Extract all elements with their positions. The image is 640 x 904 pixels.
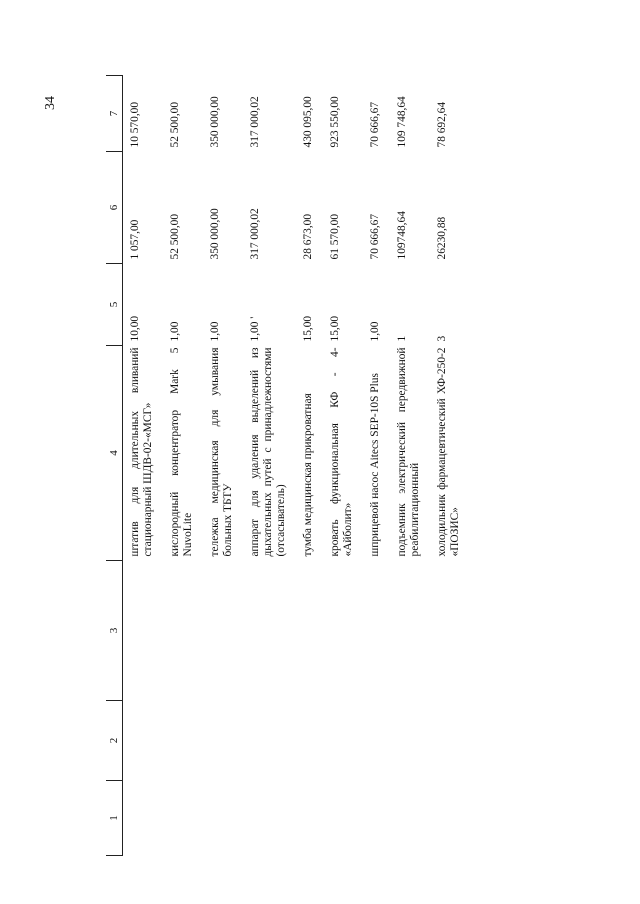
cell-col1 [323,781,363,856]
item-quantity: 1,00 ' [249,316,261,342]
cell-col2 [203,701,243,781]
cell-col2 [390,701,430,781]
item-name: штатив для длительных вливаний стационарный ШДВ-02-«МСГ» [129,347,154,557]
item-quantity: 3 [436,335,448,342]
item-total: 10 570,00 [129,101,141,148]
item-quantity: 15,00 [329,315,341,342]
item-unit-price: 350 000,00 [209,208,221,260]
item-quantity: 10,00 [129,315,141,342]
item-total: 78 692,64 [436,101,448,148]
item-unit-price: 26230,88 [436,216,448,260]
item-quantity: 1 [396,335,408,342]
cell-col3 [203,561,243,701]
cell-col1 [163,781,203,856]
table-header-row [106,76,123,856]
column-header-3: 3 [106,561,123,701]
cell-col2 [296,701,323,781]
cell-col2 [363,701,390,781]
item-name: холодильник фармацевтический ХФ-250-2 «ПОЗИС» [436,347,461,557]
table-row [296,76,323,856]
item-total: 317 000,02 [249,96,261,148]
cell-col1 [243,781,296,856]
item-name: тележка медицинская для умывания больных ТБТУ [209,347,234,557]
column-header-5: 5 [106,264,123,346]
item-name: аппарат для удаления выделений из дыхательных путей с принадлежностями (отсасыватель) [249,347,287,557]
item-total: 923 550,00 [329,96,341,148]
cell-col3 [163,561,203,701]
item-name: кислородный концентратор Mark 5 NuvoLite [169,347,194,557]
cell-col2 [243,701,296,781]
cell-col1 [203,781,243,856]
column-header-2: 2 [106,701,123,781]
equipment-table-rotated [106,76,541,856]
item-name: кровать функциональная КФ - 4- «Айболит» [329,347,354,557]
item-total: 350 000,00 [209,96,221,148]
item-name: шприцевой насос Aitecs SEP-10S Plus [369,373,381,557]
cell-col3 [363,561,390,701]
column-header-4: 4 [106,346,123,561]
cell-col1 [123,781,164,856]
cell-col3 [243,561,296,701]
table-row [243,76,296,856]
table-row [390,76,430,856]
item-unit-price: 70 666,67 [369,213,381,260]
column-header-6: 6 [106,152,123,264]
item-total: 430 095,00 [302,96,314,148]
cell-col2 [163,701,203,781]
page-number: 34 [43,96,58,110]
item-total: 52 500,00 [169,101,181,148]
cell-col1 [363,781,390,856]
table-row [203,76,243,856]
item-unit-price: 52 500,00 [169,213,181,260]
column-header-1: 1 [106,781,123,856]
cell-col2 [323,701,363,781]
cell-col2 [123,701,164,781]
cell-col3 [323,561,363,701]
cell-col3 [390,561,430,701]
item-total: 70 666,67 [369,101,381,148]
table-row [163,76,203,856]
table-row [123,76,164,856]
item-quantity: 1,00 [169,321,181,342]
item-unit-price: 1 057,00 [129,219,141,260]
cell-col2 [430,701,470,781]
table-row [323,76,363,856]
item-name: тумба медицинская прикроватная [302,393,314,557]
cell-col1 [430,781,470,856]
item-unit-price: 317 000,02 [249,208,261,260]
table-row [430,76,470,856]
cell-col3 [296,561,323,701]
item-quantity: 15,00 [302,315,314,342]
item-total: 109 748,64 [396,96,408,148]
item-unit-price: 28 673,00 [302,213,314,260]
item-unit-price: 109748,64 [396,211,408,260]
item-quantity: 1,00 [209,321,221,342]
cell-col1 [390,781,430,856]
item-unit-price: 61 570,00 [329,213,341,260]
cell-col1 [296,781,323,856]
item-quantity: 1,00 [369,321,381,342]
table-row [363,76,390,856]
cell-col3 [123,561,164,701]
cell-col3 [430,561,470,701]
item-name: подъемник электрический передвижной реабилитационный [396,347,421,557]
column-header-7: 7 [106,76,123,152]
equipment-table [106,75,470,856]
